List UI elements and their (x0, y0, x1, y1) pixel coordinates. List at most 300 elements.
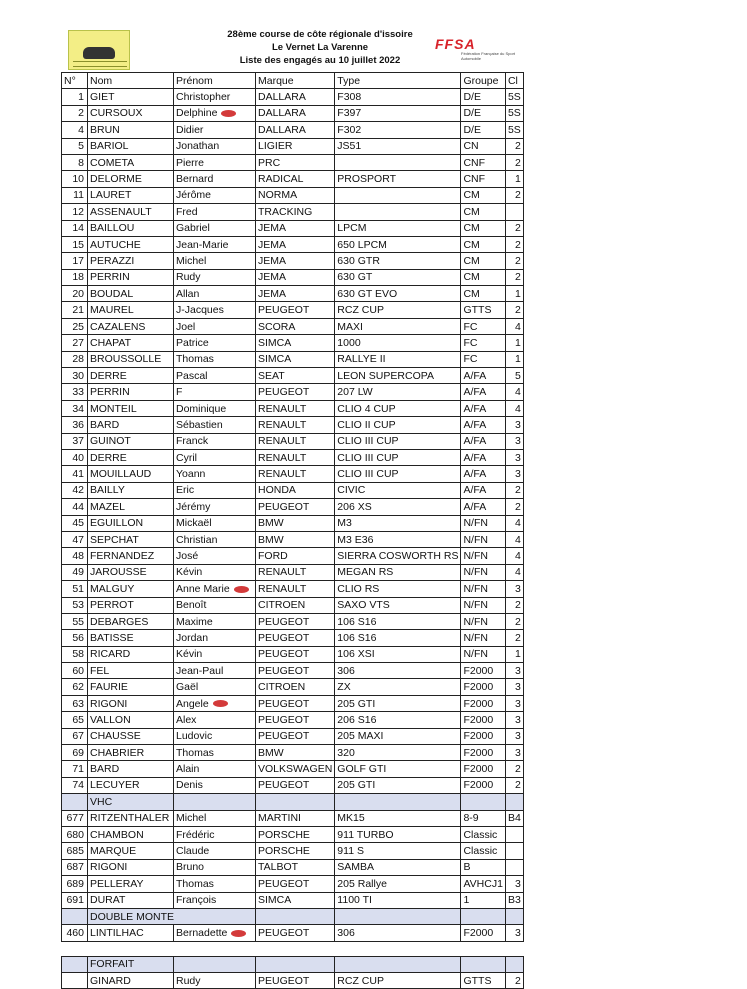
forfait-section (62, 941, 524, 972)
table-row (62, 89, 524, 105)
entry-last-name: MAUREL (88, 302, 174, 318)
table-row (62, 302, 524, 318)
entry-model: JS51 (335, 138, 461, 154)
entry-number: 34 (62, 400, 88, 416)
entry-first-name: Thomas (174, 351, 256, 367)
entry-model: LPCM (335, 220, 461, 236)
entry-make: PEUGEOT (256, 663, 335, 679)
entry-group: F2000 (461, 663, 505, 679)
entry-number: 689 (62, 876, 88, 892)
entry-class: 3 (505, 745, 523, 761)
entry-make: NORMA (256, 187, 335, 203)
entry-class: 3 (505, 876, 523, 892)
table-row (62, 613, 524, 629)
entry-model: M3 E36 (335, 531, 461, 547)
entry-group: F2000 (461, 777, 505, 793)
entry-number: 63 (62, 695, 88, 711)
entry-last-name: LINTILHAC (88, 925, 174, 941)
entry-group: GTTS (461, 302, 505, 318)
entry-last-name: BRUN (88, 122, 174, 138)
entry-make: MARTINI (256, 810, 335, 826)
entry-model: 106 S16 (335, 613, 461, 629)
entry-model (335, 204, 461, 220)
entry-group: 1 (461, 892, 505, 908)
entry-group: N/FN (461, 646, 505, 662)
entry-model: CLIO III CUP (335, 466, 461, 482)
column-header: Marque (256, 73, 335, 89)
entry-make: HONDA (256, 482, 335, 498)
entry-class: 2 (505, 253, 523, 269)
entry-last-name: RICARD (88, 646, 174, 662)
table-row (62, 154, 524, 170)
entry-group: Classic (461, 843, 505, 859)
entry-group: A/FA (461, 384, 505, 400)
entry-class: B4 (505, 810, 523, 826)
entry-number: 56 (62, 630, 88, 646)
entry-number: 677 (62, 810, 88, 826)
entry-class: 2 (505, 138, 523, 154)
entry-number: 17 (62, 253, 88, 269)
table-row (62, 761, 524, 777)
entry-number (62, 973, 88, 989)
table-row (62, 122, 524, 138)
entry-model: PROSPORT (335, 171, 461, 187)
entry-make: DALLARA (256, 105, 335, 121)
entry-number: 691 (62, 892, 88, 908)
entry-first-name: J-Jacques (174, 302, 256, 318)
entry-last-name: DEBARGES (88, 613, 174, 629)
entry-make: SEAT (256, 368, 335, 384)
table-row (62, 335, 524, 351)
entry-last-name: EGUILLON (88, 515, 174, 531)
table-row (62, 269, 524, 285)
entry-make: RENAULT (256, 417, 335, 433)
entry-class (505, 843, 523, 859)
entry-first-name: Gaël (174, 679, 256, 695)
table-row (62, 286, 524, 302)
table-row (62, 531, 524, 547)
entry-model (335, 154, 461, 170)
entry-class: 3 (505, 581, 523, 597)
entry-number: 460 (62, 925, 88, 941)
entry-first-name: François (174, 892, 256, 908)
table-row (62, 728, 524, 744)
entry-class: 2 (505, 973, 523, 989)
entry-class: 2 (505, 187, 523, 203)
entry-number: 28 (62, 351, 88, 367)
entry-last-name: CHAMBON (88, 826, 174, 842)
table-row (62, 712, 524, 728)
entry-group: D/E (461, 89, 505, 105)
entry-group: N/FN (461, 597, 505, 613)
entry-group: A/FA (461, 482, 505, 498)
entry-last-name: BARD (88, 417, 174, 433)
entry-last-name: PELLERAY (88, 876, 174, 892)
entry-first-name: Christopher (174, 89, 256, 105)
entry-make: PORSCHE (256, 843, 335, 859)
entry-number: 21 (62, 302, 88, 318)
entry-group: AVHCJ1 (461, 876, 505, 892)
entry-number: 14 (62, 220, 88, 236)
entry-make: SIMCA (256, 335, 335, 351)
entry-last-name: DERRE (88, 368, 174, 384)
entry-number: 11 (62, 187, 88, 203)
table-row (62, 384, 524, 400)
entry-number: 1 (62, 89, 88, 105)
entry-last-name: PERROT (88, 597, 174, 613)
entry-make: TRACKING (256, 204, 335, 220)
entry-first-name: Thomas (174, 876, 256, 892)
entry-number: 40 (62, 449, 88, 465)
logo-text-lines (73, 61, 127, 67)
entry-first-name: Alex (174, 712, 256, 728)
entry-class (505, 826, 523, 842)
entry-make: JEMA (256, 253, 335, 269)
entry-last-name: RIGONI (88, 695, 174, 711)
entry-model: 206 XS (335, 499, 461, 515)
entry-make: RENAULT (256, 564, 335, 580)
entry-model: 630 GT EVO (335, 286, 461, 302)
entry-first-name: Kévin (174, 564, 256, 580)
entry-make: PORSCHE (256, 826, 335, 842)
entry-group: CM (461, 187, 505, 203)
entry-group: GTTS (461, 973, 505, 989)
entry-number: 58 (62, 646, 88, 662)
entry-last-name: RITZENTHALER (88, 810, 174, 826)
entry-class: 3 (505, 466, 523, 482)
entry-make: BMW (256, 745, 335, 761)
entry-number: 47 (62, 531, 88, 547)
entry-model: F302 (335, 122, 461, 138)
table-row (62, 236, 524, 252)
entry-model: 205 Rallye (335, 876, 461, 892)
entry-make: PRC (256, 154, 335, 170)
table-row (62, 220, 524, 236)
entry-first-name: Delphine (174, 105, 256, 121)
entry-group: A/FA (461, 499, 505, 515)
entry-group: CM (461, 253, 505, 269)
entry-first-name: Jérémy (174, 499, 256, 515)
heart-icon (213, 700, 228, 707)
entry-make: JEMA (256, 220, 335, 236)
entry-group: CM (461, 204, 505, 220)
heart-icon (231, 930, 246, 937)
entry-model: 205 GTI (335, 695, 461, 711)
table-row (62, 204, 524, 220)
entry-model: 911 TURBO (335, 826, 461, 842)
entry-group: Classic (461, 826, 505, 842)
table-row (62, 138, 524, 154)
entry-class: 2 (505, 236, 523, 252)
entry-group: F2000 (461, 925, 505, 941)
entry-make: PEUGEOT (256, 973, 335, 989)
entry-model: 1000 (335, 335, 461, 351)
entry-last-name: CAZALENS (88, 318, 174, 334)
entry-make: CITROEN (256, 597, 335, 613)
entry-make: RENAULT (256, 433, 335, 449)
entry-make: FORD (256, 548, 335, 564)
entry-model: 205 GTI (335, 777, 461, 793)
column-header: Prénom (174, 73, 256, 89)
entry-class: 5S (505, 105, 523, 121)
entry-last-name: CURSOUX (88, 105, 174, 121)
entry-first-name: Thomas (174, 745, 256, 761)
entry-first-name: Pascal (174, 368, 256, 384)
entry-class: 1 (505, 646, 523, 662)
table-row (62, 482, 524, 498)
table-row (62, 433, 524, 449)
entry-number: 10 (62, 171, 88, 187)
entry-model: CLIO RS (335, 581, 461, 597)
entry-group: FC (461, 351, 505, 367)
entry-number: 65 (62, 712, 88, 728)
entry-number: 27 (62, 335, 88, 351)
entry-model: SAXO VTS (335, 597, 461, 613)
entry-model: 206 S16 (335, 712, 461, 728)
entry-last-name: DELORME (88, 171, 174, 187)
entry-group: F2000 (461, 712, 505, 728)
entry-group: F2000 (461, 695, 505, 711)
entry-first-name: Mickaël (174, 515, 256, 531)
entry-group: N/FN (461, 531, 505, 547)
entry-make: PEUGEOT (256, 925, 335, 941)
ffsa-logo-subtext: Fédération Française du Sport Automobile (461, 51, 516, 61)
forfait-entries (62, 973, 524, 989)
entry-model: MK15 (335, 810, 461, 826)
entry-last-name: PERRIN (88, 384, 174, 400)
entry-number: 687 (62, 859, 88, 875)
entry-model: 630 GTR (335, 253, 461, 269)
entry-last-name: MALGUY (88, 581, 174, 597)
entry-class: 4 (505, 531, 523, 547)
entry-number: 8 (62, 154, 88, 170)
header-titles (190, 28, 450, 67)
table-row (62, 515, 524, 531)
table-row (62, 499, 524, 515)
entry-class: 4 (505, 384, 523, 400)
entry-last-name: AUTUCHE (88, 236, 174, 252)
column-header: Nom (88, 73, 174, 89)
entry-class: 3 (505, 679, 523, 695)
table-row (62, 466, 524, 482)
entry-class: 4 (505, 548, 523, 564)
entry-first-name: Kévin (174, 646, 256, 662)
entry-number: 53 (62, 597, 88, 613)
entry-class: 2 (505, 302, 523, 318)
entry-group: N/FN (461, 548, 505, 564)
entry-model: 1100 TI (335, 892, 461, 908)
entry-class: 3 (505, 449, 523, 465)
entry-model: RCZ CUP (335, 973, 461, 989)
entry-make: RENAULT (256, 400, 335, 416)
table-row (62, 400, 524, 416)
entry-class: 4 (505, 515, 523, 531)
table-row (62, 925, 524, 941)
entry-first-name: Rudy (174, 269, 256, 285)
entry-last-name: DERRE (88, 449, 174, 465)
table-row (62, 548, 524, 564)
entry-model: 911 S (335, 843, 461, 859)
entry-last-name: PERAZZI (88, 253, 174, 269)
entry-last-name: BOUDAL (88, 286, 174, 302)
double-section (62, 908, 524, 924)
entry-model: RCZ CUP (335, 302, 461, 318)
table-row (62, 973, 524, 989)
entry-number: 55 (62, 613, 88, 629)
entry-first-name: Patrice (174, 335, 256, 351)
entry-number: 18 (62, 269, 88, 285)
entry-group: A/FA (461, 417, 505, 433)
entry-last-name: ASSENAULT (88, 204, 174, 220)
entry-class: 2 (505, 630, 523, 646)
entry-last-name: CHAUSSE (88, 728, 174, 744)
entry-model: CIVIC (335, 482, 461, 498)
entry-class: 1 (505, 286, 523, 302)
entry-group: N/FN (461, 515, 505, 531)
entry-number: 37 (62, 433, 88, 449)
entry-last-name: PERRIN (88, 269, 174, 285)
entry-class: 2 (505, 482, 523, 498)
entry-group: FC (461, 318, 505, 334)
entry-first-name: Gabriel (174, 220, 256, 236)
entry-first-name: Jérôme (174, 187, 256, 203)
entry-class (505, 204, 523, 220)
entry-number: 685 (62, 843, 88, 859)
entry-last-name: MONTEIL (88, 400, 174, 416)
entry-group: CNF (461, 171, 505, 187)
entry-first-name: Michel (174, 810, 256, 826)
entry-last-name: CHAPAT (88, 335, 174, 351)
entry-make: SIMCA (256, 351, 335, 367)
entry-model: 320 (335, 745, 461, 761)
entry-number: 15 (62, 236, 88, 252)
entry-first-name: Rudy (174, 973, 256, 989)
table-row (62, 581, 524, 597)
entry-group: CN (461, 138, 505, 154)
entry-last-name: BARD (88, 761, 174, 777)
entry-class: 3 (505, 417, 523, 433)
table-header-row (62, 73, 524, 89)
entry-first-name: Claude (174, 843, 256, 859)
entry-last-name: CHABRIER (88, 745, 174, 761)
entry-last-name: FAURIE (88, 679, 174, 695)
entry-last-name: BROUSSOLLE (88, 351, 174, 367)
entry-first-name: Bernard (174, 171, 256, 187)
entry-last-name: SEPCHAT (88, 531, 174, 547)
entry-first-name: Joel (174, 318, 256, 334)
entry-class: 5 (505, 368, 523, 384)
entry-group: A/FA (461, 433, 505, 449)
entry-number: 20 (62, 286, 88, 302)
entry-model: F308 (335, 89, 461, 105)
entry-first-name: Jean-Marie (174, 236, 256, 252)
entry-make: SIMCA (256, 892, 335, 908)
entry-class: 2 (505, 154, 523, 170)
entry-make: PEUGEOT (256, 302, 335, 318)
entry-first-name: Eric (174, 482, 256, 498)
entry-number: 67 (62, 728, 88, 744)
entry-make: PEUGEOT (256, 630, 335, 646)
section-row-vhc (62, 794, 524, 810)
table-row (62, 187, 524, 203)
entry-make: LIGIER (256, 138, 335, 154)
entry-class: 4 (505, 318, 523, 334)
entry-number: 71 (62, 761, 88, 777)
entry-make: PEUGEOT (256, 728, 335, 744)
table-row (62, 630, 524, 646)
entry-class: 3 (505, 433, 523, 449)
entry-number: 680 (62, 826, 88, 842)
entry-first-name: Bruno (174, 859, 256, 875)
entry-number: 60 (62, 663, 88, 679)
entry-number: 12 (62, 204, 88, 220)
entry-model (335, 187, 461, 203)
entry-model: F397 (335, 105, 461, 121)
entry-last-name: GUINOT (88, 433, 174, 449)
entry-first-name: Angele (174, 695, 256, 711)
entry-make: PEUGEOT (256, 384, 335, 400)
entry-class: 5S (505, 122, 523, 138)
entry-first-name: Didier (174, 122, 256, 138)
entry-group: CM (461, 286, 505, 302)
section-row-forfait (62, 956, 524, 972)
entry-class: 2 (505, 269, 523, 285)
entry-first-name: José (174, 548, 256, 564)
table-row (62, 745, 524, 761)
entry-class: 3 (505, 663, 523, 679)
entry-number: 45 (62, 515, 88, 531)
entry-class: 2 (505, 613, 523, 629)
entry-class: 2 (505, 499, 523, 515)
ffsa-logo (435, 36, 520, 66)
entry-number: 4 (62, 122, 88, 138)
entry-group: N/FN (461, 613, 505, 629)
ffsa-logo-mark: FFSA (435, 36, 476, 52)
entry-first-name: Benoît (174, 597, 256, 613)
entry-first-name: Jean-Paul (174, 663, 256, 679)
entry-first-name: Jonathan (174, 138, 256, 154)
table-row (62, 368, 524, 384)
entry-class: 5S (505, 89, 523, 105)
entry-model: M3 (335, 515, 461, 531)
table-row (62, 777, 524, 793)
entry-group: A/FA (461, 449, 505, 465)
table-row (62, 253, 524, 269)
entry-make: DALLARA (256, 89, 335, 105)
entry-class: 4 (505, 400, 523, 416)
entry-class: 2 (505, 220, 523, 236)
entry-model: 205 MAXI (335, 728, 461, 744)
entry-number: 33 (62, 384, 88, 400)
entry-make: CITROEN (256, 679, 335, 695)
entry-make: RADICAL (256, 171, 335, 187)
entry-number: 36 (62, 417, 88, 433)
entry-last-name: VALLON (88, 712, 174, 728)
entry-number: 30 (62, 368, 88, 384)
section-label: DOUBLE MONTE (88, 908, 256, 924)
entry-make: RENAULT (256, 449, 335, 465)
entry-last-name: LECUYER (88, 777, 174, 793)
entry-class (505, 859, 523, 875)
table-row (62, 105, 524, 121)
entry-make: PEUGEOT (256, 712, 335, 728)
entry-make: PEUGEOT (256, 499, 335, 515)
entry-last-name: FERNANDEZ (88, 548, 174, 564)
entry-class: 3 (505, 728, 523, 744)
table-row (62, 564, 524, 580)
column-header: Type (335, 73, 461, 89)
entry-class: 3 (505, 925, 523, 941)
